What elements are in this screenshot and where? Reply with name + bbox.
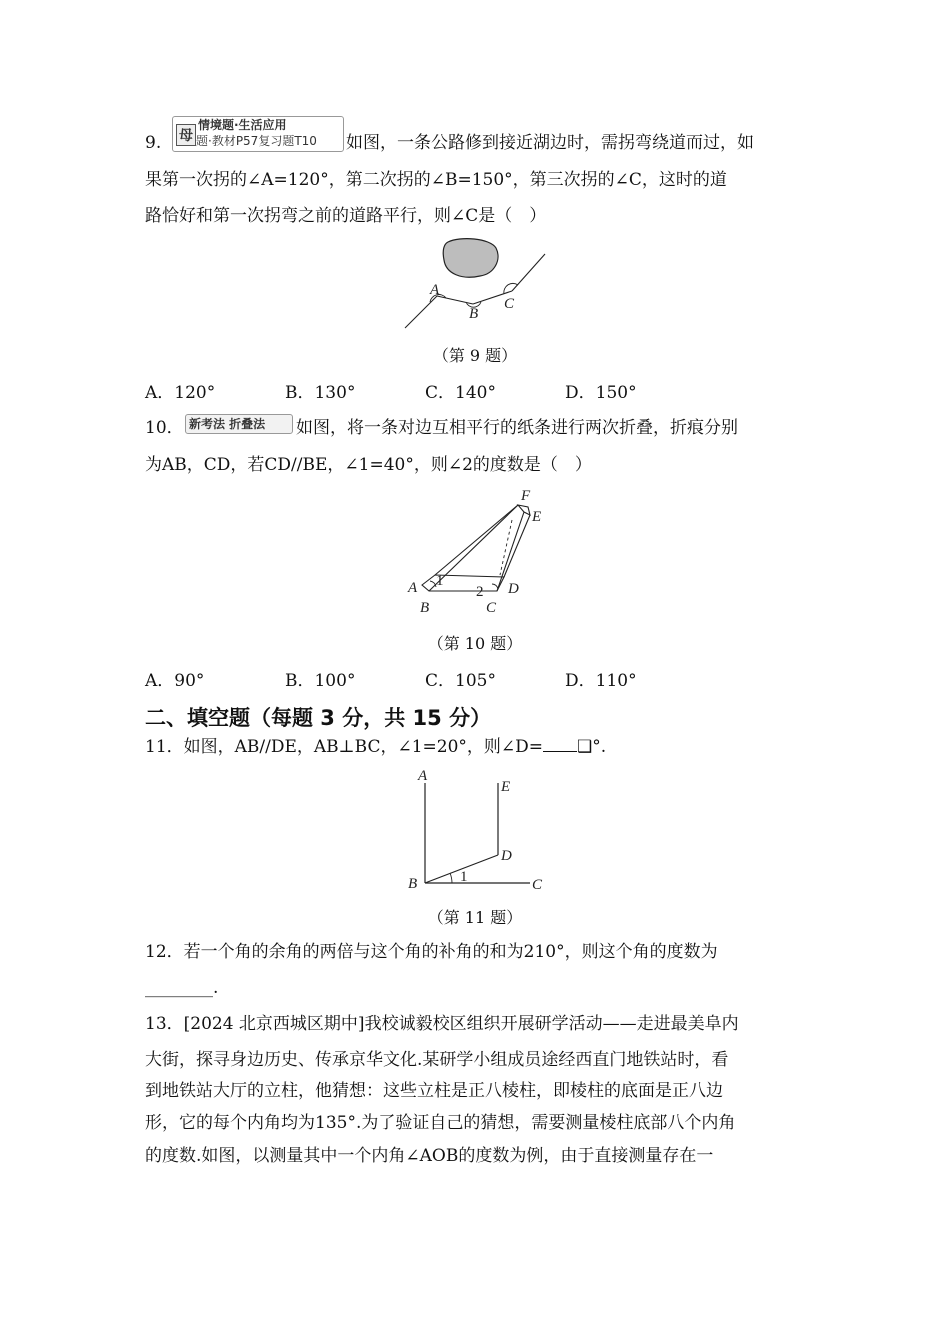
q13-line4: 形，它的每个内角均为135°.为了验证自己的猜想，需要测量棱柱底部八个内角: [145, 1113, 736, 1133]
q11-label-1: 1: [460, 869, 468, 885]
q10-caption: （第 10 题）: [427, 634, 523, 653]
q10-label-d: D: [508, 581, 519, 597]
q11-blank-glyph: ❑: [577, 737, 593, 757]
q10-option-b[interactable]: B．100°: [285, 671, 356, 691]
q11-caption: （第 11 题）: [427, 908, 523, 927]
q11-text: 11．如图，AB//DE，AB⊥BC，∠1=20°，则∠D=: [145, 737, 544, 757]
q9-option-b[interactable]: B．130°: [285, 383, 356, 403]
q11-suffix: °.: [592, 737, 607, 757]
q11-label-c: C: [532, 877, 543, 893]
q9-label-a: A: [430, 282, 440, 298]
q11-label-b: B: [408, 876, 418, 892]
q10-label-b: B: [420, 600, 430, 616]
q10-label-f: F: [521, 488, 531, 504]
q10-option-a[interactable]: A．90°: [145, 671, 205, 691]
q10-figure: [400, 485, 560, 615]
q9-line3: 路恰好和第一次拐弯之前的道路平行，则∠C是（ ）: [145, 206, 547, 226]
q10-label-c: C: [486, 600, 497, 616]
lake-shape: [443, 239, 498, 278]
q13-line5: 的度数.如图，以测量其中一个内角∠AOB的度数为例，由于直接测量存在一: [145, 1146, 714, 1166]
q9-line2: 果第一次拐的∠A=120°，第二次拐的∠B=150°，第三次拐的∠C，这时的道: [145, 170, 727, 190]
q9-label-b: B: [469, 306, 479, 322]
q11-label-d: D: [501, 848, 512, 864]
q10-label-e: E: [532, 509, 542, 525]
q11-line1: [145, 733, 606, 759]
q9-line1: 如图，一条公路修到接近湖边时，需拐弯绕道而过，如: [346, 133, 754, 153]
q13-line3: 到地铁站大厅的立柱，他猜想：这些立柱是正八棱柱，即棱柱的底面是正八边: [145, 1081, 723, 1101]
q9-number: 9.: [145, 133, 162, 153]
q11-label-a: A: [418, 768, 428, 784]
q10-number: 10．: [145, 418, 184, 438]
q12-line1: 12．若一个角的余角的两倍与这个角的补角的和为210°，则这个角的度数为: [145, 942, 718, 962]
q9-caption: （第 9 题）: [432, 346, 518, 365]
q10-label-a: A: [408, 580, 418, 596]
q9-tag-badge: 母: [176, 124, 196, 146]
q9-option-d[interactable]: D．150°: [565, 383, 637, 403]
q9-label-c: C: [504, 296, 515, 312]
q9-tag-top: 情境题·生活应用: [198, 118, 287, 132]
q13-line2: 大街，探寻身边历史、传承京华文化.某研学小组成员途经西直门地铁站时，看: [145, 1050, 729, 1070]
q12-line2[interactable]: ________.: [145, 978, 219, 998]
q9-option-a[interactable]: A．120°: [145, 383, 216, 403]
q10-option-c[interactable]: C．105°: [425, 671, 496, 691]
q9-tag-bottom: 题·教材P57复习题T10: [196, 134, 317, 148]
q10-line2: 为AB，CD，若CD//BE，∠1=40°，则∠2的度数是（ ）: [145, 455, 592, 475]
q13-line1: 13．[2024 北京西城区期中]我校诚毅校区组织开展研学活动——走进最美阜内: [145, 1014, 739, 1034]
q11-figure: [400, 765, 560, 895]
q10-tag: 新考法 折叠法: [189, 417, 266, 431]
q9-option-c[interactable]: C．140°: [425, 383, 496, 403]
q9-figure: [400, 236, 550, 331]
q10-label-2: 2: [476, 584, 484, 600]
section2-heading: 二、填空题（每题 3 分，共 15 分）: [145, 706, 492, 730]
q11-label-e: E: [501, 779, 511, 795]
q10-line1: 如图，将一条对边互相平行的纸条进行两次折叠，折痕分别: [296, 418, 738, 438]
q10-option-d[interactable]: D．110°: [565, 671, 637, 691]
q11-answer-blank[interactable]: [543, 733, 577, 752]
q10-label-1: 1: [436, 573, 444, 589]
